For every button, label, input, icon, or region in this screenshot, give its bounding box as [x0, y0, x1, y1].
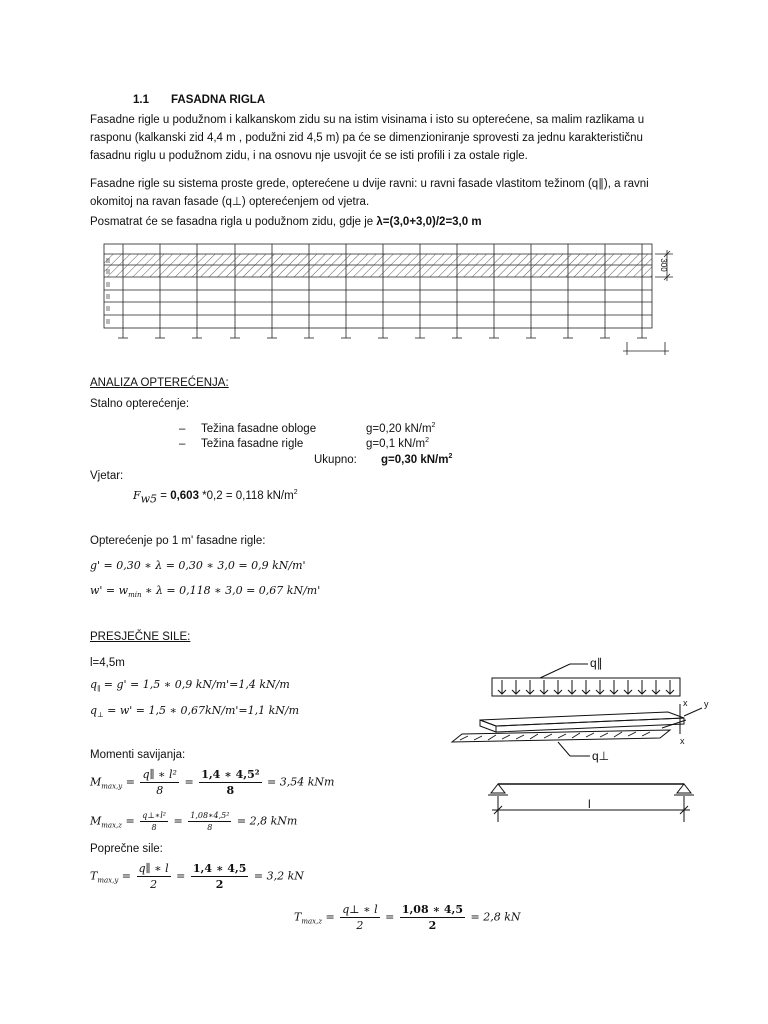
- g-prime-equation: g' = 0,30 ∗ λ = 0,30 ∗ 3,0 = 0,9 kN/m': [90, 559, 306, 572]
- shear-z-equation: $T_{max,z}$ = $\frac{q\perp ∗ l}{2}$ = $\frac{1,08 ∗ 4,5}{2}$ = 2,8 kN: [294, 903, 521, 932]
- poprecne-label: Poprečne sile:: [90, 843, 163, 855]
- q-parallel-arrows: [498, 680, 674, 694]
- axis-x-top-label: x: [683, 698, 688, 708]
- analiza-heading: ANALIZA OPTEREĆENJA:: [90, 377, 229, 389]
- q-perpendicular-load-plate: [452, 730, 670, 742]
- load-item-name-1: Težina fasadne obloge: [201, 423, 317, 435]
- beam-load-diagram: [440, 650, 720, 830]
- load-item-value-1: g=0,20 $kN/m^2$: [366, 422, 436, 435]
- intro-paragraph-3-text: Posmatrat će se fasadna rigla u podužnom zidu, gdje je: [90, 216, 377, 228]
- span-length: l=4,5m: [90, 657, 125, 669]
- vjetar-label: Vjetar:: [90, 470, 124, 482]
- w-prime-equation: $w' = w_{min}$ ∗ λ = 0,118 ∗ 3,0 = 0,67 kN/m': [90, 584, 321, 600]
- shear-y-equation: $T_{max,y}$ = $\frac{q\parallel ∗ l}{2}$ = $\frac{1,4 ∗ 4,5}{2}$ = 3,2 kN: [90, 862, 304, 891]
- presjecne-heading: PRESJEČNE SILE:: [90, 631, 191, 643]
- axis-y-label: y: [704, 699, 709, 709]
- moment-y-equation: $M_{max,y}$ = $\frac{\text{q∥ ∗ l²}}{8}$ = $\frac{\text{1,4 ∗ 4,5²}}{8}$ = 3,54 kNm: [90, 768, 335, 797]
- load-item-name-2: Težina fasadne rigle: [201, 438, 304, 450]
- section-number: 1.1: [133, 94, 149, 106]
- intro-paragraph-3: [90, 216, 482, 228]
- load-item-dash-2: –: [179, 438, 186, 450]
- wind-force-equation: $F_{w5} = 0,603$ *0,2 = 0,118 $kN/m^2$: [133, 489, 298, 506]
- moment-z-equation: $M_{max,z}$ = $\frac{\text{q⊥∗l²}}{8}$ = $\frac{\text{1,08∗4,5²}}{8}$ = 2,8 kNm: [90, 811, 298, 832]
- ukupno-value: g=0,30 $kN/m^2$: [381, 453, 453, 466]
- section-title: FASADNA RIGLA: [171, 94, 266, 106]
- po1m-label: Opterećenje po 1 m' fasadne rigle:: [90, 535, 266, 547]
- load-item-dash-1: –: [179, 423, 186, 435]
- intro-paragraph-1: Fasadne rigle u podužnom i kalkanskom zidu su na istim visinama i isto su opterećene, sa malim razlikama u rasponu (kalkanski zid 4,4 m , podužni zid 4,5 m) pa će se dimenzioniranje sprovesti za jednu karakterističnu fasadnu riglu u podužnom zidu, i na osnovu nje usvojit će se isti profili i za ostale rigle.: [90, 114, 645, 162]
- q-perpendicular-label: q⊥: [592, 749, 610, 763]
- q-perpendicular-equation: $q_\perp = w' = 1,5$ ∗ 0,67kN/m'=1,1 kN/m: [90, 704, 300, 720]
- q-parallel-label: q∥: [590, 656, 603, 670]
- momenti-label: Momenti savijanja:: [90, 749, 186, 761]
- load-strip-hatch: [104, 254, 652, 277]
- q-parallel-equation: $q_\parallel = g' = 1,5$ ∗ 0,9 kN/m'=1,4 kN/m: [90, 678, 290, 694]
- ukupno-label: Ukupno:: [314, 454, 357, 466]
- bottom-span-dimension: [623, 342, 669, 355]
- span-label: l: [588, 797, 591, 811]
- facade-elevation-drawing: [95, 238, 680, 360]
- lambda-formula: λ=(3,0+3,0)/2=3,0 m: [376, 216, 482, 228]
- height-dimension-label: 300: [659, 258, 668, 272]
- right-support: [677, 784, 691, 793]
- intro-paragraph-2: Fasadne rigle su sistema proste grede, opterećene u dvije ravni: u ravni fasade vlastitom težinom (q∥), a ravni okomitoj na ravan fasade (q⊥) opterećenjem od vjetra.: [90, 178, 649, 208]
- left-support: [491, 784, 505, 793]
- stalno-label: Stalno opterećenje:: [90, 398, 190, 410]
- axis-x-bottom-label: x: [680, 736, 685, 746]
- load-item-value-2: g=0,1 $kN/m^2$: [366, 437, 430, 450]
